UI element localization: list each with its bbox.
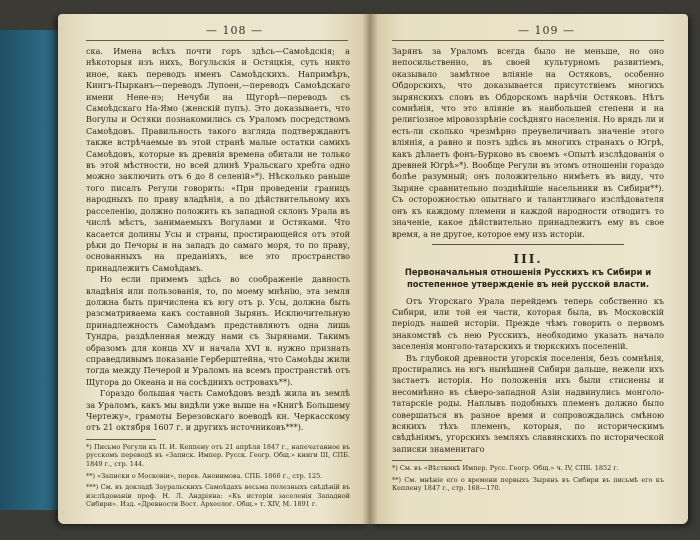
footnote: **) «Записки о Московіи», перев. Анонимова. СПБ. 1866 г., стр. 125. [86, 471, 323, 480]
footnote: *) Письмо Регули къ П. И. Кеппену отъ 21 апрѣля 1847 г., напечатанное въ русскомъ переводѣ въ «Записк. Импер. Русск. Геогр. Общ.» книги III, СПБ. 1849 г., стр. 144. [86, 442, 350, 468]
section-divider [432, 244, 624, 245]
header-rule-left [86, 40, 348, 41]
footnote-rule [86, 439, 156, 440]
left-page-body [86, 46, 350, 509]
paragraph: ска. Имена всѣхъ почти горъ здѣсь—Самоѣдскія; а нѣкоторыя изъ нихъ, Вогульскія и Остяцкія, суть никто иное, какъ переводъ именъ Самоѣдскихъ. Напримѣръ, Кингъ-Пырканъ—переводъ Лупоен,—переводъ Самоѣдскаго имени Нене-нэ; Нечуби на Щугорѣ—переводъ съ Самоѣдскаго На-Ямо (женскій пупъ). Это доказываетъ, что Вогулы и Остяки познакомились съ Ураломъ посредствомъ Самоѣдовъ. Правильность такого взгляда подтверждаютъ также встрѣчаемые въ этой странѣ малые остатки самихъ Самоѣдовъ, которые въ древнія времена обитали не только въ этой мѣстности, но всей длинѣ Уральскаго хребта одно можно заключить отъ 6 до 8 селеній»*). Нѣсколько раньше того писалъ Регули говорить: «При проведеніи границъ народныхъ по праву владѣнія, а по дѣйствительному ихъ расселенію, должно положить къ западной склонъ Урала въ числѣ мѣстъ, занимаемыхъ Вогулами и Остяками. Что касается долины Усы и страны, простирающейся отъ этой рѣки до Печоры и на западъ до самаго моря, то по праву, основанныхъ на преданіяхъ, все это пространство принадлежитъ Самоѣдамъ. [86, 46, 350, 273]
paragraph: Гораздо большая часть Самоѣдовъ вездѣ жила въ землѣ за Ураломъ, какъ мы видѣли уже выше на «Книгѣ Большему Чертежу», грамоты Березовскаго воеводѣ кн. Черкасскому отъ 21 октября 1607 г. и другихъ источниковъ***). [86, 388, 350, 433]
paragraph: Отъ Угорскаго Урала перейдемъ теперь собственно къ Сибири, или той ея части, которая была, въ Московскій періодъ нашей исторіи. Прежде чѣмъ говорить о первомъ знакомствѣ съ нею Русскихъ, необходимо указать начало заселенія монголо-татарскихъ и тюркскихъ поселеній. [392, 295, 664, 352]
footnote: ***) См. въ докладѣ Зауральскихъ Самоѣдахъ весьма полезныхъ свѣдѣній въ изслѣдованіи проф. Н. Л. Андріяна: «Къ исторіи заселенія Западной Сибири». Изд. «Древности Вост. Археолог. Общ.» т. XIV, М. 1891 г. [86, 483, 350, 509]
right-page-body [392, 46, 664, 493]
right-page [370, 14, 688, 524]
section-heading: Первоначальныя отношенія Русскихъ къ Сибири и постепенное утвержденіе въ ней русской власти. [404, 267, 652, 289]
paragraph: Зарянъ за Ураломъ всегда было не меньше, но оно непосильственно, въ своей культурномъ развитіемъ, оказывало замѣтное вліяніе на Остяковъ, особенно Обдорскихъ, что доказывается присутствіемъ многихъ зырянскихъ словъ въ Обдорскомъ нарѣчіи Остяковъ. Нѣтъ сомнѣнія, что это вліяніе въ наибольшей степени и на религіозное міровоззрѣніе сосѣдняго населенія. Но врядъ ли и есть-ли сколько чрезмѣрно преувеличивать значеніе этого вліянія, а равно и поэтъ здѣсь въ многихъ странахъ о Югрѣ, какъ дѣлаетъ фонъ-Бурково въ своемъ «Опытѣ изслѣдованія о древней Югрѣ»*). Вообще Регули въ этомъ отношеніи гораздо болѣе разумный; онъ положительно нимѣетъ въ виду, что Зыряне сравнительно позднѣйшіе насельники въ Сибири**). Съ осторожностью опытнаго и талантливаго изслѣдователя онъ къ каждому племени и каждой народности отводитъ то значеніе, какое дѣйствительно принадлежитъ ему въ свое время, а не другое, которое ему изъ исторіи. [392, 46, 664, 239]
page-number-left: — 108 — [206, 24, 263, 37]
page-number-right: — 109 — [518, 24, 575, 37]
paragraph: Въ глубокой древности угорскія поселенія, безъ сомнѣнія, простирались на югъ нынѣшней Сибири дальше, нежели ихъ застаетъ исторія. Но положенія ихъ были стиснены и несомнѣнно въ сѣверо-западной Азіи надвинулись монголо-татарскіе роды. Наплывъ подобныхъ племенъ должно было совершаться въ разное время и сопровождались смѣною всякихъ тѣхъ племенъ, которыя, по историческимъ свѣдѣніямъ, угорскихъ земляхъ славянскихъ по исторической записки знаменитаго [392, 352, 664, 454]
footnote: **) См. мнѣніе его о времени первыхъ Зырянъ въ Сибири въ письмѣ его къ Кеппену 1847 г., стр. 168—170. [392, 475, 664, 493]
footnote: *) См. въ «Вѣстникѣ Импер. Русс. Геогр. Общ.» ч. IV, СПБ. 1852 г. [392, 464, 619, 473]
header-rule-right [392, 40, 664, 41]
footnote-rule [392, 460, 462, 461]
paragraph: Но если примемъ здѣсь во соображеніе давность владѣнія или пользованія, то, по моему мнѣнію, эта земля должна быть причислена къ югу отъ р. Усы, должна быть разсматриваема какъ составной Зырянъ. Исключительную принадлежность Самоѣдамъ представляютъ одна лишь Тундра, раздѣленная между нами съ Зырянами. Такимъ образомъ для конца XV и начала XVI в. нужно признать справедливымъ показаніе Герберштейна, что Самоѣды жили тогда между Печерой и Ураломъ на всемъ пространствѣ отъ Щугора до Океана и на сосѣднихъ островахъ**). [86, 274, 350, 387]
section-number: III. [513, 251, 543, 266]
left-page [58, 14, 370, 524]
book-gutter [362, 14, 378, 524]
